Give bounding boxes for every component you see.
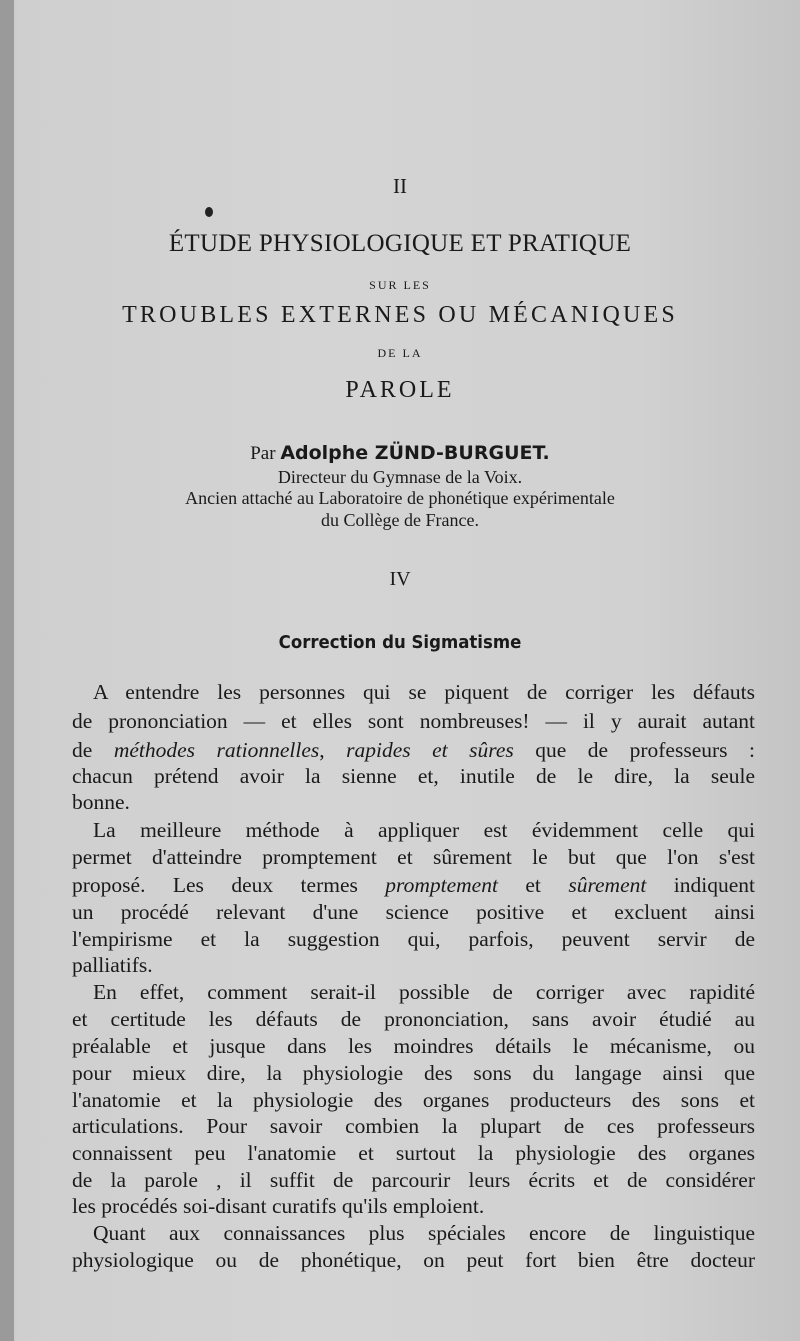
title-line-1: ÉTUDE PHYSIOLOGIQUE ET PRATIQUE (168, 230, 632, 257)
ink-dot (205, 207, 213, 217)
text-span: , (319, 738, 347, 762)
text-span: de (72, 738, 93, 762)
body-line (72, 873, 755, 898)
body-line: chacun prétend avoir la sienne et, inutile de le dire, la seule (72, 764, 755, 788)
author-prefix: Par (250, 443, 276, 464)
text-span: que de professeurs : (513, 738, 755, 762)
body-line: Quant aux connaissances plus spéciales encore de linguistique (93, 1221, 755, 1245)
title-line-3: PAROLE (345, 377, 455, 403)
text-span: proposé. Les deux termes (72, 873, 386, 897)
author-name: Adolphe ZÜND-BURGUET. (280, 442, 550, 464)
italic-span: promptement (385, 873, 498, 897)
text-span: indiquent (646, 873, 755, 897)
body-line: préalable et jusque dans les moindres détails le mécanisme, ou (72, 1034, 755, 1058)
part-number: II (393, 174, 407, 198)
body-line: A entendre les personnes qui se piquent de corriger les défauts (93, 680, 755, 704)
body-line: de la parole , il suffit de parcourir leurs écrits et de considérer (72, 1168, 755, 1192)
body-line: pour mieux dire, la physiologie des sons du langage ainsi que (72, 1061, 755, 1085)
page-edge-shadow (0, 0, 14, 1341)
section-title: Correction du Sigmatisme (278, 632, 522, 653)
body-line: un procédé relevant d'une science positive et excluent ainsi (72, 900, 755, 924)
body-line: l'empirisme et la suggestion qui, parfois, peuvent servir de (72, 927, 755, 951)
title-line-2: TROUBLES EXTERNES OU MÉCANIQUES (122, 302, 678, 328)
body-line: connaissent peu l'anatomie et surtout la physiologie des organes (72, 1141, 755, 1165)
body-line: bonne. (72, 790, 130, 814)
body-line: La meilleure méthode à appliquer est évidemment celle qui (93, 818, 755, 842)
author-affiliation-2: Ancien attaché au Laboratoire de phonétique expérimentale (185, 488, 615, 508)
author-affiliation-3: du Collège de France. (321, 510, 479, 530)
body-line: palliatifs. (72, 953, 153, 977)
body-line: de prononciation — et elles sont nombreuses! — il y aurait autant (72, 709, 755, 733)
title-connector-2: DE LA (377, 346, 423, 360)
body-line: et certitude les défauts de prononciation, sans avoir étudié au (72, 1007, 755, 1031)
section-number: IV (389, 568, 411, 590)
author-affiliation-1: Directeur du Gymnase de la Voix. (277, 467, 523, 487)
body-line: En effet, comment serait-il possible de corriger avec rapidité (93, 980, 755, 1004)
body-line: physiologique ou de phonétique, on peut fort bien être docteur (72, 1248, 755, 1272)
body-line: les procédés soi-disant curatifs qu'ils emploient. (72, 1194, 485, 1218)
body-line (72, 738, 755, 763)
author-byline (0, 442, 800, 465)
italic-span: sûrement (568, 873, 647, 897)
body-line: l'anatomie et la physiologie des organes producteurs des sons et (72, 1088, 755, 1112)
title-connector-1: SUR LES (369, 278, 431, 292)
italic-span: rapides et sûres (346, 738, 514, 762)
body-line: articulations. Pour savoir combien la plupart de ces professeurs (72, 1114, 755, 1138)
body-line: permet d'atteindre promptement et sûrement le but que l'on s'est (72, 845, 755, 869)
italic-span: méthodes rationnelles (113, 738, 320, 762)
text-span: et (497, 873, 569, 897)
